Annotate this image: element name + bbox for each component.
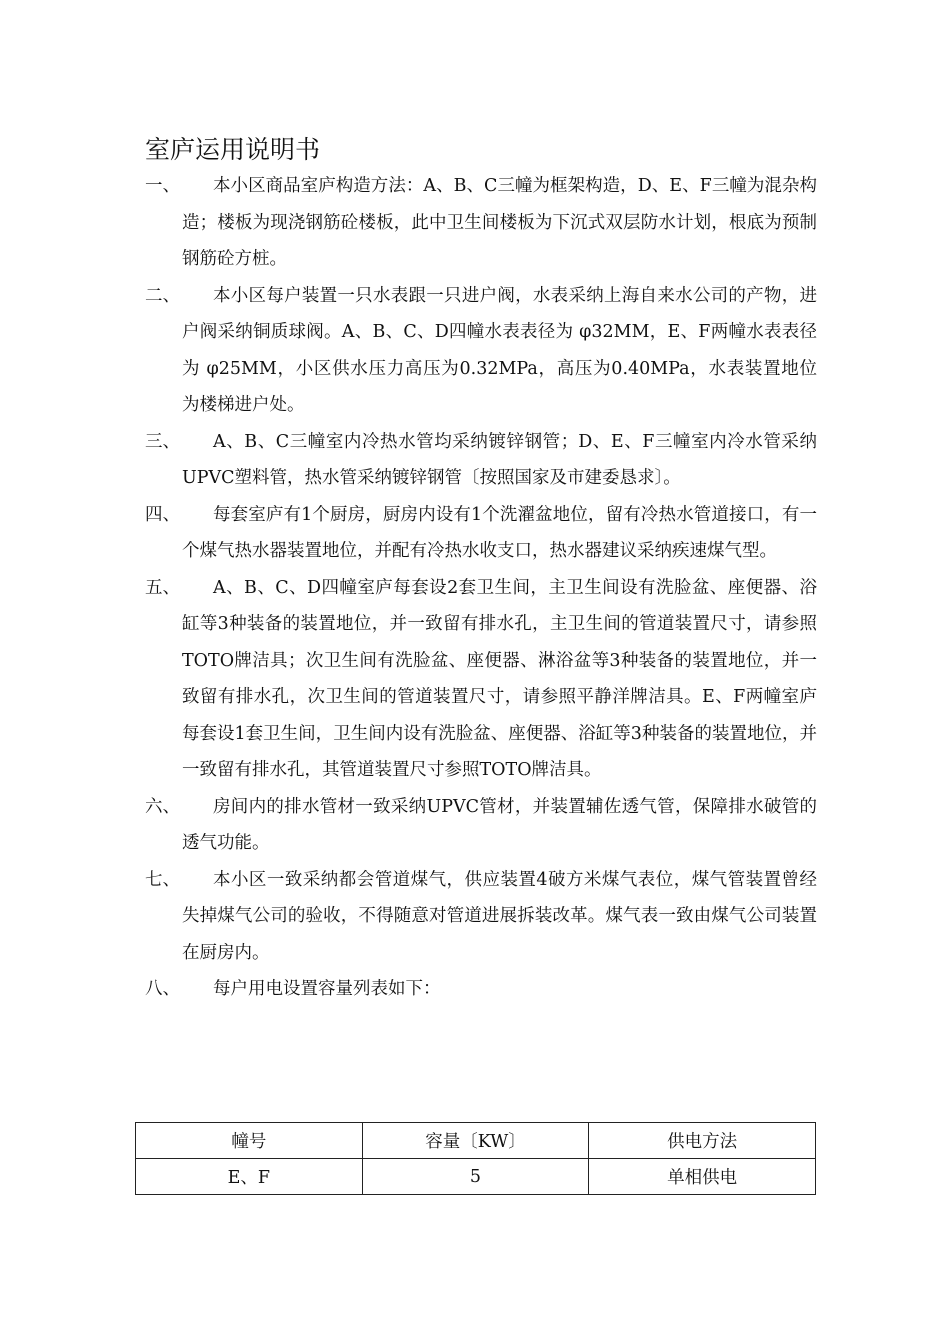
- section-item-2: [145, 278, 817, 424]
- table-cell: 5: [362, 1159, 589, 1195]
- section-text: 房间内的排水管材一致采纳UPVC管材，并装置辅佐透气管，保障排水破管的透气功能。: [182, 796, 817, 853]
- section-number: 七、: [145, 869, 180, 890]
- table-header-cell: 供电方法: [589, 1123, 816, 1159]
- section-text: A、B、C三幢室内冷热水管均采纳镀锌钢管；D、E、F三幢室内冷水管采纳UPVC塑料管，热水管采纳镀锌钢管〔按照国家及市建委恳求〕。: [182, 431, 817, 488]
- section-item-8: [145, 971, 817, 1008]
- section-item-6: [145, 789, 817, 862]
- section-item-4: [145, 497, 817, 570]
- section-text: A、B、C、D四幢室庐每套设2套卫生间，主卫生间设有洗脸盆、座便器、浴缸等3种装备的装置地位，并一致留有排水孔，主卫生间的管道装置尺寸，请参照TOTO牌洁具；次卫生间有洗脸盆、座便器、淋浴盆等3种装备的装置地位，并一致留有排水孔，次卫生间的管道装置尺寸，请参照平静洋牌洁具。E、F两幢室庐每套设1套卫生间，卫生间内设有洗脸盆、座便器、浴缸等3种装备的装置地位，并一致留有排水孔，其管道装置尺寸参照TOTO牌洁具。: [182, 577, 817, 780]
- section-item-3: [145, 424, 817, 497]
- section-text: 每户用电设置容量列表如下：: [213, 979, 441, 999]
- section-item-5: [145, 570, 817, 789]
- document-title: 室庐运用说明书: [145, 135, 321, 164]
- section-number: 八、: [145, 979, 180, 999]
- table-cell: 单相供电: [589, 1159, 816, 1195]
- section-text: 每套室庐有1个厨房，厨房内设有1个洗濯盆地位，留有冷热水管道接口，有一个煤气热水器装置地位，并配有冷热水收支口，热水器建议采纳疾速煤气型。: [182, 504, 817, 561]
- section-number: 二、: [145, 285, 180, 306]
- section-list: [145, 168, 817, 1008]
- section-number: 三、: [145, 431, 180, 452]
- section-number: 五、: [145, 577, 180, 598]
- table-header-cell: 幢号: [136, 1123, 363, 1159]
- section-number: 六、: [145, 796, 180, 817]
- section-number: 四、: [145, 504, 180, 525]
- section-item-1: [145, 168, 817, 278]
- section-number: 一、: [145, 176, 180, 196]
- section-item-7: [145, 862, 817, 972]
- power-capacity-table: [135, 1122, 816, 1195]
- table-row: [136, 1159, 816, 1195]
- table-header-row: [136, 1123, 816, 1159]
- section-text: 本小区一致采纳都会管道煤气，供应装置4破方米煤气表位，煤气管装置曾经失掉煤气公司的验收，不得随意对管道进展拆装改革。煤气表一致由煤气公司装置在厨房内。: [182, 869, 817, 963]
- table-cell: E、F: [136, 1159, 363, 1195]
- section-text: 本小区每户装置一只水表跟一只进户阀，水表采纳上海自来水公司的产物，进户阀采纳铜质球阀。A、B、C、D四幢水表表径为 φ32MM，E、F两幢水表表径为 φ25MM，小区供水压力高压为0.32MPa，高压为0.40MPa，水表装置地位为楼梯进户处。: [182, 285, 817, 415]
- section-text: 本小区商品室庐构造方法：A、B、C三幢为框架构造，D、E、F三幢为混杂构造；楼板为现浇钢筋砼楼板，此中卫生间楼板为下沉式双层防水计划，根底为预制钢筋砼方桩。: [182, 176, 817, 269]
- power-capacity-table-wrap: [135, 1122, 816, 1195]
- table-header-cell: 容量〔KW〕: [362, 1123, 589, 1159]
